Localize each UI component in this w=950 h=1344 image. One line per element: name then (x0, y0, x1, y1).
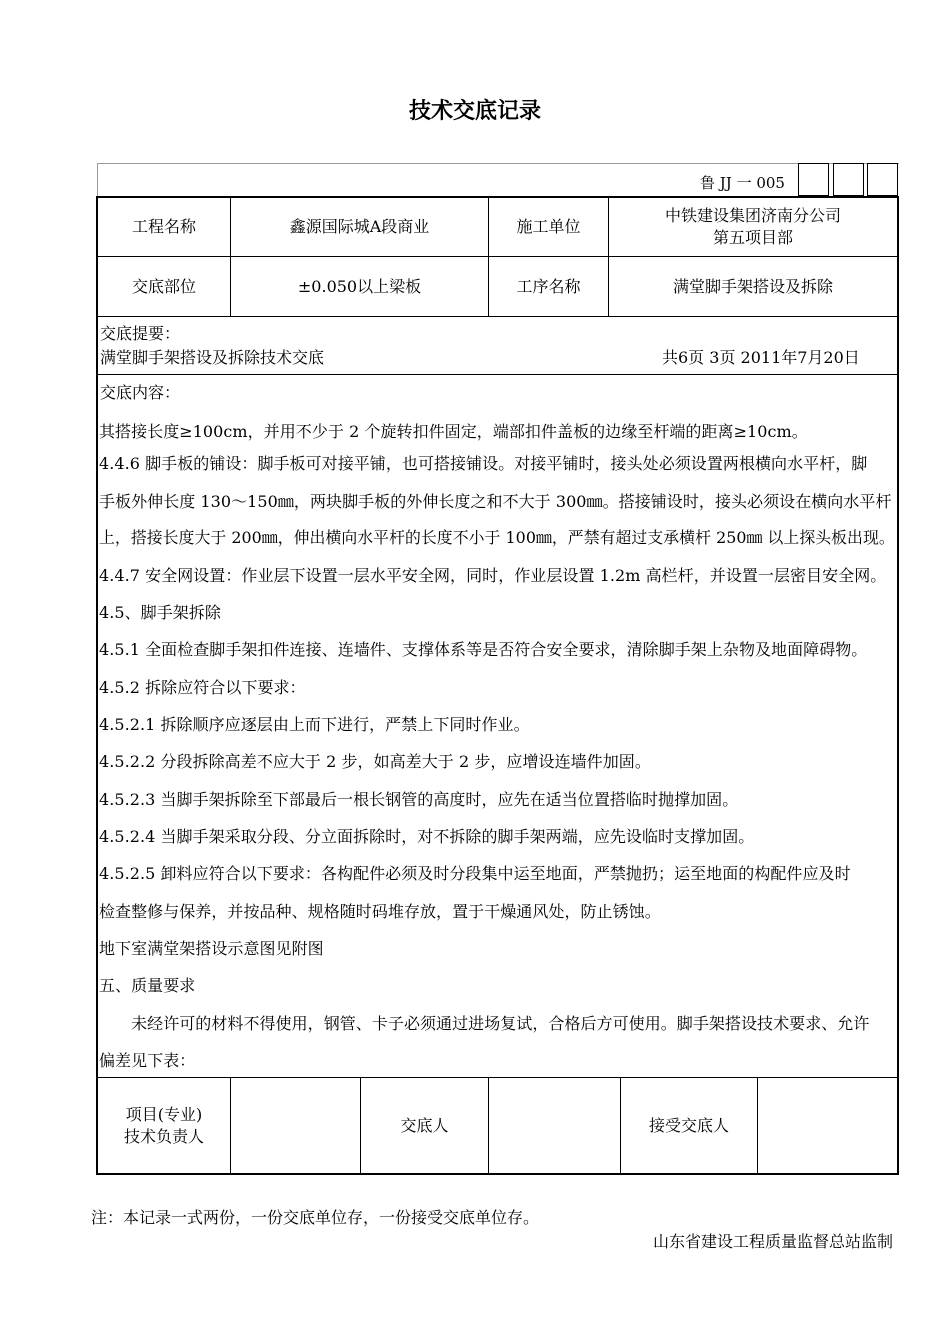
project-name-value: 鑫源国际城A段商业 (289, 217, 430, 236)
content-label: 交底内容： (100, 383, 181, 402)
content-line: 4.5.2.1 拆除顺序应逐层由上而下进行，严禁上下同时作业。 (99, 715, 530, 734)
content-line: 其搭接长度≥100cm，并用不少于 2 个旋转扣件固定，端部扣件盖板的边缘至杆端的距离≥10cm。 (99, 422, 808, 441)
project-name-label: 工程名称 (131, 217, 196, 236)
contractor-line-2: 第五项目部 (712, 228, 793, 247)
code-box-3[interactable] (867, 163, 898, 196)
content-line: 4.4.6 脚手板的铺设：脚手板可对接平铺，也可搭接铺设。对接平铺时，接头处必须设置两根横向水平杆，脚 (99, 454, 868, 473)
footer-note: 注：本记录一式两份，一份交底单位存，一份接受交底单位存。 (91, 1208, 540, 1227)
receiver-signature[interactable] (758, 1078, 897, 1174)
technical-leader-signature[interactable] (231, 1078, 360, 1174)
location-label: 交底部位 (131, 276, 196, 296)
content-line: 上，搭接长度大于 200㎜，伸出横向水平杆的长度不小于 100㎜，严禁有超过支承横杆 250㎜ 以上探头板出现。 (99, 528, 895, 547)
content-line: 4.5.2.2 分段拆除高差不应大于 2 步，如高差大于 2 步，应增设连墙件加固。 (99, 752, 651, 771)
content-line: 五、质量要求 (99, 976, 196, 995)
footer-issuer: 山东省建设工程质量监督总站监制 (653, 1232, 894, 1251)
content-line: 4.5、脚手架拆除 (99, 603, 221, 622)
document-title: 技术交底记录 (408, 99, 541, 124)
content-line: 未经许可的材料不得使用，钢管、卡子必须通过进场复试，合格后方可使用。脚手架搭设技术要求、允许 (99, 1014, 870, 1033)
leader-line-2: 技术负责人 (123, 1127, 204, 1146)
content-line: 4.5.2.4 当脚手架采取分段、分立面拆除时，对不拆除的脚手架两端，应先设临时支撑加固。 (99, 827, 755, 846)
content-line: 偏差见下表： (99, 1051, 196, 1070)
leader-line-1: 项目(专业) (125, 1105, 203, 1124)
content-line: 检查整修与保养，并按品种、规格随时码堆存放，置于干燥通风处，防止锈蚀。 (99, 902, 661, 921)
contractor-label: 施工单位 (516, 217, 581, 236)
receiver-label: 接受交底人 (648, 1116, 729, 1135)
code-box-2[interactable] (833, 163, 864, 196)
summary-pages-date: 共6页 3页 2011年7月20日 (662, 348, 860, 367)
presenter-signature[interactable] (489, 1078, 620, 1174)
row-divider (97, 316, 898, 317)
summary-label: 交底提要： (100, 324, 181, 343)
content-line: 手板外伸长度 130～150㎜，两块脚手板的外伸长度之和不大于 300㎜。搭接铺设时，接头必须设在横向水平杆 (99, 492, 892, 511)
content-line: 地下室满堂架搭设示意图见附图 (99, 939, 324, 958)
contractor-value (609, 198, 897, 256)
contractor-line-1: 中铁建设集团济南分公司 (664, 206, 841, 225)
content-line: 4.4.7 安全网设置：作业层下设置一层水平安全网，同时，作业层设置 1.2m 高栏杆，并设置一层密目安全网。 (99, 566, 887, 585)
location-value: ±0.050以上梁板 (297, 276, 422, 296)
process-value: 满堂脚手架搭设及拆除 (672, 276, 833, 296)
presenter-label: 交底人 (400, 1116, 449, 1135)
row-divider (97, 374, 898, 375)
content-line: 4.5.1 全面检查脚手架扣件连接、连墙件、支撑体系等是否符合安全要求，清除脚手架上杂物及地面障碍物。 (99, 640, 868, 659)
form-code: 鲁 JJ 一 005 (700, 174, 785, 192)
code-box-1[interactable] (798, 163, 829, 196)
content-line: 4.5.2 拆除应符合以下要求： (99, 678, 306, 697)
summary-text: 满堂脚手架搭设及拆除技术交底 (100, 348, 325, 367)
process-label: 工序名称 (516, 276, 581, 296)
content-line: 4.5.2.5 卸料应符合以下要求：各构配件必须及时分段集中运至地面，严禁抛扔；运至地面的构配件应及时 (99, 864, 851, 883)
content-line: 4.5.2.3 当脚手架拆除至下部最后一根长钢管的高度时，应先在适当位置搭临时抛撑加固。 (99, 790, 739, 809)
technical-leader-label (98, 1078, 230, 1174)
